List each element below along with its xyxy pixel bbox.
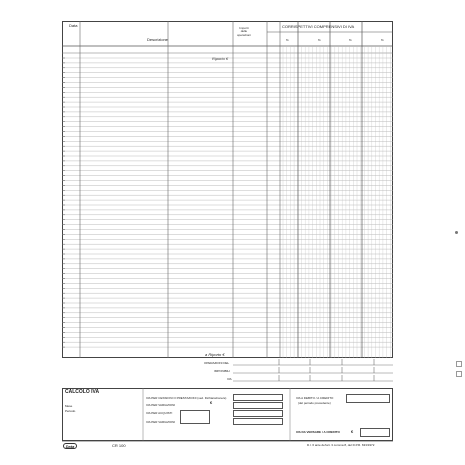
descrizione-column-header: Descrizione	[147, 37, 168, 42]
mese-label: Mese	[65, 404, 73, 408]
debito-credito-note: (del periodo precedente)	[298, 401, 331, 405]
percent-label-2: %	[318, 38, 321, 42]
cessioni-amount-box[interactable]	[233, 394, 283, 401]
variazioni1-label: IVA PER VARIAZIONI	[146, 403, 176, 407]
euro-sign-total: €	[351, 429, 354, 434]
corrispettivi-header: CORRISPETTIVI COMPRENSIVI DI IVA	[282, 24, 355, 29]
form-code: CR 100	[112, 443, 126, 448]
margin-mark-top	[456, 361, 462, 367]
operazioni-label: OPERAZIONI DEL	[204, 361, 230, 365]
periodo-label: Periodo	[65, 409, 76, 413]
iva-label: IVA	[227, 377, 232, 381]
variazioni2-amount-box[interactable]	[233, 418, 283, 425]
imponibili-label: IMPONIBILI	[214, 369, 231, 373]
legal-note: D.l. 6 ante del'art. 3 comma 8, del D.P.R. 633/1972	[307, 443, 375, 447]
data-column-header: Data	[69, 23, 78, 28]
debito-credito-box[interactable]	[346, 394, 390, 403]
cessioni-label: IVA PER CESSIONI O PRESTAZIONI (ved. Dichiarazione/e)	[146, 396, 227, 400]
margin-dot	[455, 231, 458, 234]
euro-sign-cessioni: €	[210, 400, 213, 405]
a-riporto-label: a Riporto €	[205, 352, 225, 357]
variazioni2-label: IVA PER VARIAZIONI	[146, 420, 176, 424]
da-versare-label: IVA DA VERSARE / A CREDITO	[296, 430, 340, 434]
riporto-label: Riporto €	[212, 56, 229, 61]
acquisti-amount-box[interactable]	[180, 410, 210, 424]
percent-label-4: %	[381, 38, 384, 42]
calcolo-iva-title: CALCOLO IVA	[65, 389, 100, 395]
percent-label-1: %	[286, 38, 289, 42]
register-form	[62, 21, 393, 358]
calcolo-iva-section	[62, 388, 393, 441]
percent-label-3: %	[349, 38, 352, 42]
variazioni1-amount-box[interactable]	[233, 402, 283, 409]
debito-credito-label: IVA A DEBITO / A CREDITO	[296, 396, 334, 400]
acquisti-label: IVA PER ACQUISTI	[146, 411, 173, 415]
brand-logo: Data	[63, 443, 77, 449]
importi-column-header: Importi delle operazioni	[237, 26, 251, 37]
acquisti-total-box[interactable]	[233, 410, 283, 417]
margin-mark-bottom	[456, 371, 462, 377]
da-versare-box[interactable]	[360, 428, 390, 437]
